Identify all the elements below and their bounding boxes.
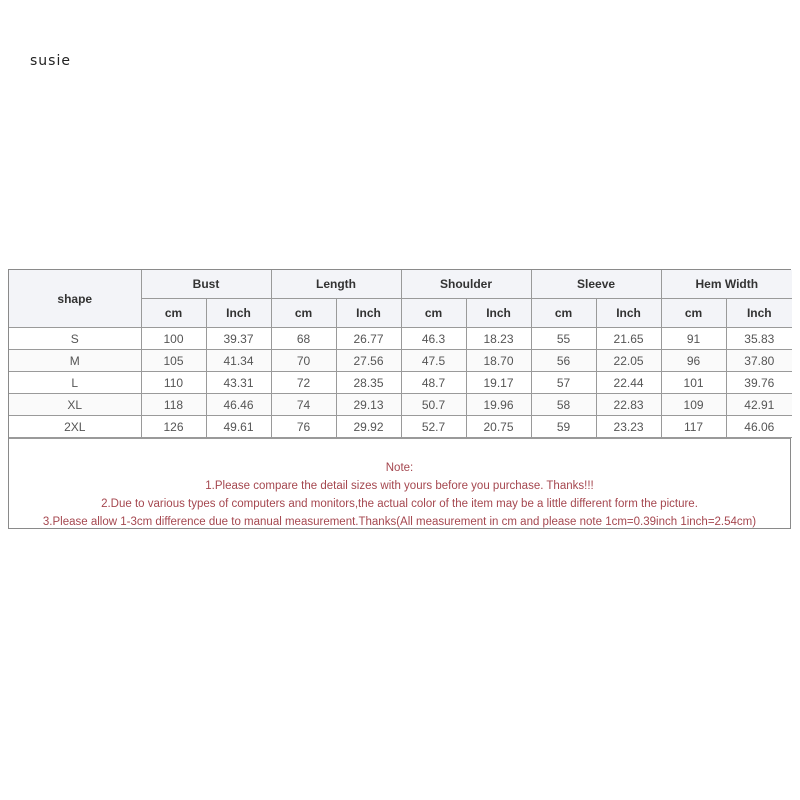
table-cell: 100 <box>141 328 206 350</box>
note-line-2: 2.Due to various types of computers and monitors,the actual color of the item may be a little different form the picture. <box>101 498 698 510</box>
table-cell: 39.37 <box>206 328 271 350</box>
table-cell: 117 <box>661 416 726 438</box>
table-cell: 29.13 <box>336 394 401 416</box>
table-cell: 46.06 <box>726 416 792 438</box>
table-cell: 47.5 <box>401 350 466 372</box>
table-cell: 52.7 <box>401 416 466 438</box>
size-chart <box>8 269 791 529</box>
table-cell: 57 <box>531 372 596 394</box>
table-row <box>9 416 792 438</box>
shape-header: shape <box>9 270 141 328</box>
table-cell: 21.65 <box>596 328 661 350</box>
table-cell: 72 <box>271 372 336 394</box>
table-cell: 56 <box>531 350 596 372</box>
unit-header-sleeve-cm: cm <box>531 299 596 328</box>
size-label: 2XL <box>9 416 141 438</box>
table-cell: 55 <box>531 328 596 350</box>
table-cell: 58 <box>531 394 596 416</box>
table-cell: 28.35 <box>336 372 401 394</box>
table-cell: 19.17 <box>466 372 531 394</box>
table-cell: 105 <box>141 350 206 372</box>
table-cell: 68 <box>271 328 336 350</box>
table-row <box>9 328 792 350</box>
note-title: Note: <box>385 462 414 474</box>
table-cell: 96 <box>661 350 726 372</box>
group-header-sleeve: Sleeve <box>531 270 661 299</box>
table-cell: 110 <box>141 372 206 394</box>
table-cell: 26.77 <box>336 328 401 350</box>
unit-header-hem-cm: cm <box>661 299 726 328</box>
unit-header-length-inch: Inch <box>336 299 401 328</box>
table-cell: 18.70 <box>466 350 531 372</box>
note-section <box>9 438 790 528</box>
note-line-3: 3.Please allow 1-3cm difference due to manual measurement.Thanks(All measurement in cm and please note 1cm=0.39inch 1inch=2.54cm) <box>42 516 757 528</box>
note-line-1: 1.Please compare the detail sizes with yours before you purchase. Thanks!!! <box>205 480 594 492</box>
unit-header-bust-inch: Inch <box>206 299 271 328</box>
table-cell: 22.05 <box>596 350 661 372</box>
table-row <box>9 350 792 372</box>
size-label: S <box>9 328 141 350</box>
table-cell: 50.7 <box>401 394 466 416</box>
table-cell: 29.92 <box>336 416 401 438</box>
table-cell: 37.80 <box>726 350 792 372</box>
table-cell: 42.91 <box>726 394 792 416</box>
size-label: M <box>9 350 141 372</box>
table-cell: 41.34 <box>206 350 271 372</box>
table-cell: 118 <box>141 394 206 416</box>
group-header-length: Length <box>271 270 401 299</box>
size-label: L <box>9 372 141 394</box>
unit-header-hem-inch: Inch <box>726 299 792 328</box>
table-cell: 46.3 <box>401 328 466 350</box>
table-cell: 22.44 <box>596 372 661 394</box>
unit-header-length-cm: cm <box>271 299 336 328</box>
table-cell: 27.56 <box>336 350 401 372</box>
table-cell: 109 <box>661 394 726 416</box>
unit-header-shoulder-cm: cm <box>401 299 466 328</box>
table-cell: 74 <box>271 394 336 416</box>
table-cell: 19.96 <box>466 394 531 416</box>
header-group-row <box>9 270 792 299</box>
table-cell: 43.31 <box>206 372 271 394</box>
size-label: XL <box>9 394 141 416</box>
unit-header-bust-cm: cm <box>141 299 206 328</box>
group-header-shoulder: Shoulder <box>401 270 531 299</box>
table-row <box>9 372 792 394</box>
table-cell: 49.61 <box>206 416 271 438</box>
table-row <box>9 394 792 416</box>
table-cell: 18.23 <box>466 328 531 350</box>
table-cell: 59 <box>531 416 596 438</box>
group-header-hem-width: Hem Width <box>661 270 792 299</box>
table-cell: 39.76 <box>726 372 792 394</box>
table-cell: 76 <box>271 416 336 438</box>
table-cell: 23.23 <box>596 416 661 438</box>
size-table <box>9 270 792 438</box>
table-cell: 48.7 <box>401 372 466 394</box>
table-cell: 126 <box>141 416 206 438</box>
unit-header-sleeve-inch: Inch <box>596 299 661 328</box>
table-cell: 46.46 <box>206 394 271 416</box>
table-cell: 91 <box>661 328 726 350</box>
table-cell: 35.83 <box>726 328 792 350</box>
table-cell: 101 <box>661 372 726 394</box>
unit-header-shoulder-inch: Inch <box>466 299 531 328</box>
group-header-bust: Bust <box>141 270 271 299</box>
table-cell: 70 <box>271 350 336 372</box>
table-cell: 20.75 <box>466 416 531 438</box>
watermark-text: susie <box>30 53 71 69</box>
table-cell: 22.83 <box>596 394 661 416</box>
